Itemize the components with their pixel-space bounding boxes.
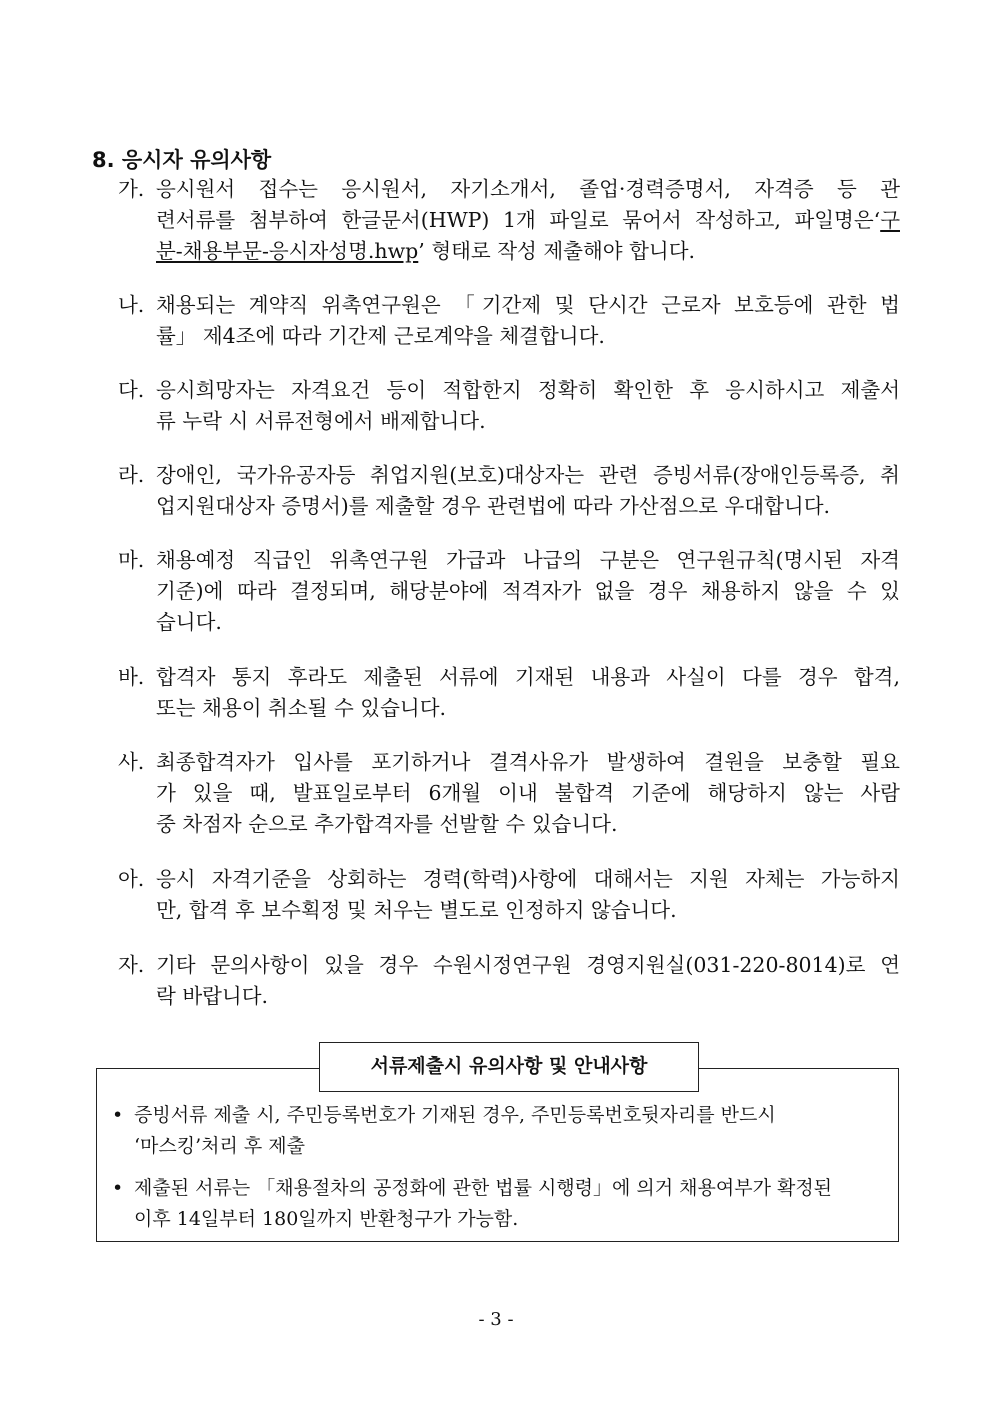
notice-line: 증빙서류 제출 시, 주민등록번호가 기재된 경우, 주민등록번호뒷자리를 반드시 [134, 1104, 776, 1126]
item-marker: 자. [118, 953, 145, 977]
list-item [118, 747, 900, 840]
item-line-part: 분-채용부문-응시자성명.hwp’ 형태로 작성 제출해야 합니다. [156, 239, 696, 263]
item-text [156, 174, 900, 267]
item-line: 습니다. [156, 610, 222, 634]
item-marker: 다. [118, 378, 145, 402]
notice-bullet-item [112, 1100, 872, 1162]
list-item [118, 290, 900, 352]
item-line: 응시원서 접수는 응시원서, 자기소개서, 졸업·경력증명서, 자격증 등 관 [156, 177, 900, 201]
item-line: 합격자 통지 후라도 제출된 서류에 기재된 내용과 사실이 다를 경우 합격, [156, 665, 900, 689]
item-line: 기준)에 따라 결정되며, 해당분야에 적격자가 없을 경우 채용하지 않을 수 있 [156, 579, 900, 603]
notice-line: ‘마스킹’처리 후 제출 [134, 1135, 305, 1157]
item-line: 응시 자격기준을 상회하는 경력(학력)사항에 대해서는 지원 자체는 가능하지 [156, 867, 900, 891]
item-text [156, 864, 900, 926]
list-item [118, 545, 900, 638]
item-line [156, 205, 900, 236]
list-item [118, 460, 900, 522]
page-number: - 3 - [478, 1309, 514, 1330]
item-text [156, 290, 900, 352]
list-item [118, 174, 900, 267]
item-text [156, 375, 900, 437]
list-item [118, 375, 900, 437]
notice-title: 서류제출시 유의사항 및 안내사항 [319, 1042, 699, 1092]
item-marker: 마. [118, 548, 145, 572]
item-text [156, 662, 900, 724]
item-line: 류 누락 시 서류전형에서 배제합니다. [156, 409, 486, 433]
item-marker: 나. [118, 293, 145, 317]
item-line: 기타 문의사항이 있을 경우 수원시정연구원 경영지원실(031-220-8014)로 연 [156, 953, 900, 977]
item-line: 만, 합격 후 보수획정 및 처우는 별도로 인정하지 않습니다. [156, 898, 677, 922]
item-line [156, 236, 900, 267]
item-marker: 아. [118, 867, 145, 891]
notice-text [134, 1100, 872, 1162]
bullet-icon: • [112, 1104, 124, 1126]
item-marker: 사. [118, 750, 145, 774]
item-text [156, 747, 900, 840]
item-line: 응시희망자는 자격요건 등이 적합한지 정확히 확인한 후 응시하시고 제출서 [156, 378, 900, 402]
item-text [156, 950, 900, 1012]
item-line: 최종합격자가 입사를 포기하거나 결격사유가 발생하여 결원을 보충할 필요 [156, 750, 900, 774]
item-marker: 라. [118, 463, 145, 487]
list-item [118, 864, 900, 926]
item-text [156, 545, 900, 638]
list-item [118, 950, 900, 1012]
item-line: 중 차점자 순으로 추가합격자를 선발할 수 있습니다. [156, 812, 618, 836]
item-marker: 가. [118, 177, 145, 201]
notice-text [134, 1173, 872, 1235]
item-line: 또는 채용이 취소될 수 있습니다. [156, 696, 447, 720]
item-line-part: 련서류를 첨부하여 한글문서(HWP) 1개 파일로 묶어서 작성하고, 파일명은‘구 [156, 208, 900, 232]
notice-line: 제출된 서류는 「채용절차의 공정화에 관한 법률 시행령」에 의거 채용여부가 확정된 [134, 1177, 833, 1199]
section-title: 8. 응시자 유의사항 [92, 148, 272, 172]
item-line: 채용되는 계약직 위촉연구원은 「기간제 및 단시간 근로자 보호등에 관한 법 [156, 293, 900, 317]
item-line: 장애인, 국가유공자등 취업지원(보호)대상자는 관련 증빙서류(장애인등록증, 취 [156, 463, 900, 487]
list-item [118, 662, 900, 724]
item-line: 채용예정 직급인 위촉연구원 가급과 나급의 구분은 연구원규칙(명시된 자격 [156, 548, 900, 572]
item-line: 업지원대상자 증명서)를 제출할 경우 관련법에 따라 가산점으로 우대합니다. [156, 494, 831, 518]
item-line: 률」 제4조에 따라 기간제 근로계약을 체결합니다. [156, 324, 605, 348]
item-line: 락 바랍니다. [156, 984, 269, 1008]
item-text [156, 460, 900, 522]
item-marker: 바. [118, 665, 145, 689]
notice-line: 이후 14일부터 180일까지 반환청구가 가능함. [134, 1208, 519, 1230]
bullet-icon: • [112, 1177, 124, 1199]
notice-bullet-item [112, 1173, 872, 1235]
item-line: 가 있을 때, 발표일로부터 6개월 이내 불합격 기준에 해당하지 않는 사람 [156, 781, 900, 805]
